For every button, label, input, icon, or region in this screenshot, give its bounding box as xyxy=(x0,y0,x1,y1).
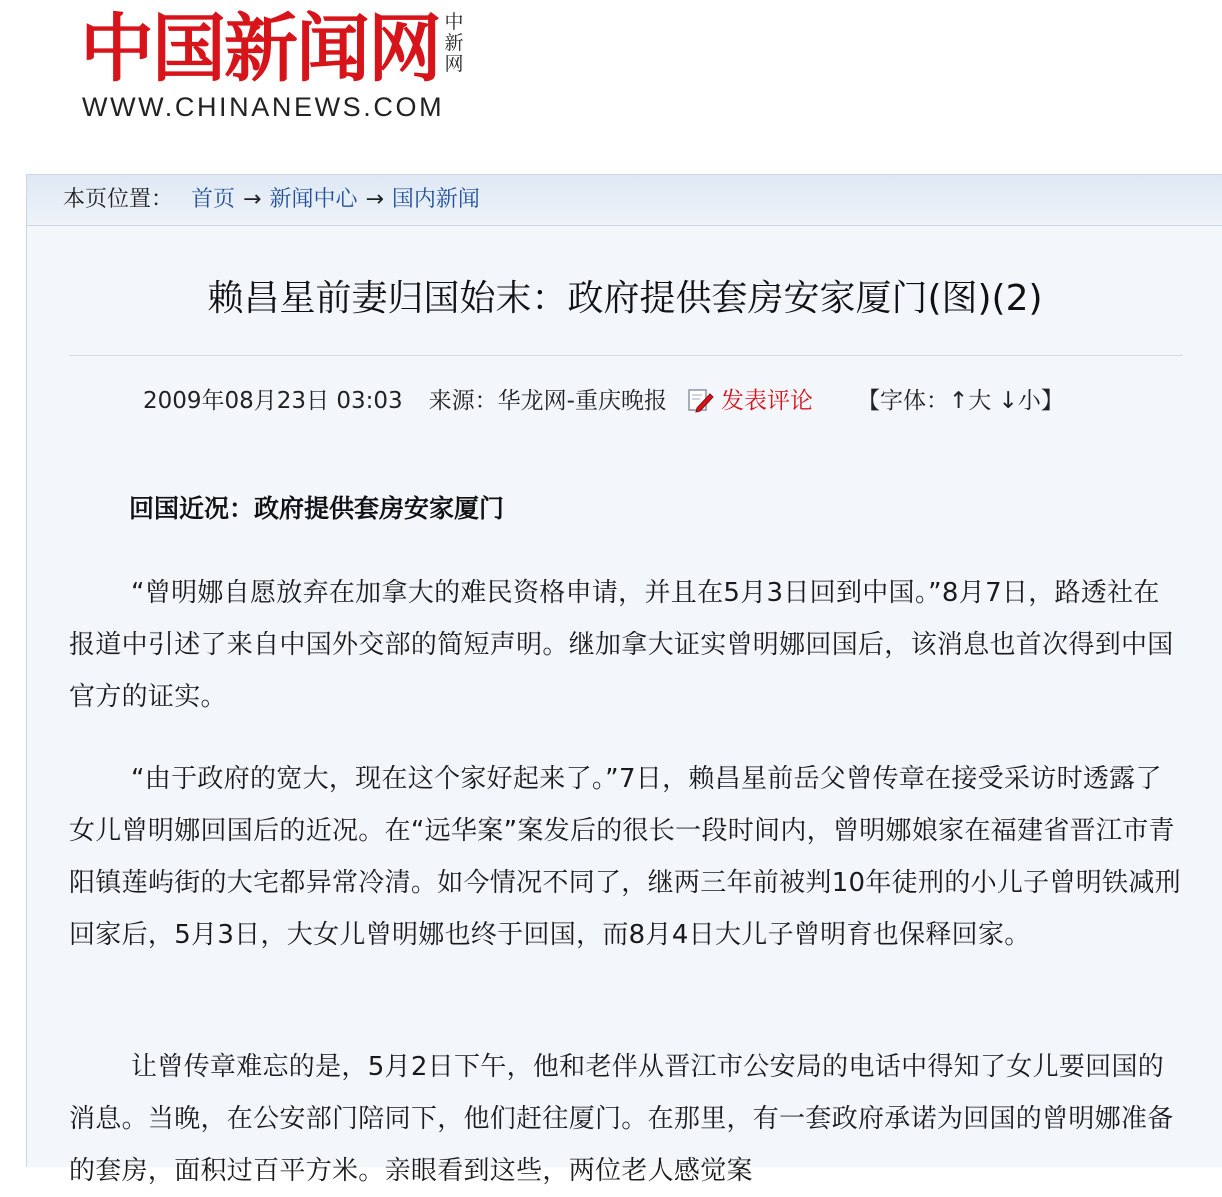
logo-side-text xyxy=(442,12,466,75)
article-paragraph: 让曾传章难忘的是，5月2日下午，他和老伴从晋江市公安局的电话中得知了女儿要回国的消息。当晚，在公安部门陪同下，他们赶往厦门。在那里，有一套政府承诺为回国的曾明娜准备的套房，面积过百平方米。亲眼看到这些，两位老人感觉案 xyxy=(69,1052,1174,1186)
title-divider xyxy=(69,355,1183,356)
font-larger-link[interactable]: ↑大 xyxy=(948,388,992,414)
logo-url: WWW.CHINANEWS.COM xyxy=(82,92,445,122)
breadcrumb-label: 本页位置： xyxy=(63,187,174,212)
breadcrumb-home-link[interactable]: 首页 xyxy=(191,187,236,212)
site-header xyxy=(0,0,1222,172)
breadcrumb-trail xyxy=(191,175,480,225)
font-control-suffix: 】 xyxy=(1040,388,1064,414)
font-control-prefix: 【字体： xyxy=(856,388,949,414)
logo-chinese-text: 中国新闻网 xyxy=(80,6,440,92)
publish-datetime: 2009年08月23日 03:03 xyxy=(143,388,403,414)
article-paragraph: “由于政府的宽大，现在这个家好起来了。”7日，赖昌星前岳父曾传章在接受采访时透露了女儿曾明娜回国后的近况。在“远华案”案发后的很长一段时间内，曾明娜娘家在福建省晋江市青阳镇莲屿街的大宅都异常冷清。如今情况不同了，继两三年前被判10年徒刑的小儿子曾明铁减刑回家后，5月3日，大女儿曾明娜也终于回国，而8月4日大儿子曾明育也保释回家。 xyxy=(69,764,1181,950)
breadcrumb xyxy=(27,175,1222,226)
breadcrumb-arrow: → xyxy=(365,187,384,212)
logo-side-char: 新 xyxy=(444,32,464,54)
article-paragraph: “曾明娜自愿放弃在加拿大的难民资格申请，并且在5月3日回到中国。”8月7日，路透社在报道中引述了来自中国外交部的简短声明。继加拿大证实曾明娜回国后，该消息也首次得到中国官方的证实。 xyxy=(69,578,1174,712)
font-smaller-link[interactable]: ↓小 xyxy=(998,388,1041,414)
article-title: 赖昌星前妻归国始末：政府提供套房安家厦门(图)(2) xyxy=(207,278,1043,319)
breadcrumb-arrow: → xyxy=(243,187,262,212)
breadcrumb-news-center-link[interactable]: 新闻中心 xyxy=(269,187,358,212)
font-size-control xyxy=(857,388,1064,414)
breadcrumb-domestic-news-link[interactable]: 国内新闻 xyxy=(391,187,480,212)
site-logo[interactable] xyxy=(80,6,480,126)
article-subhead: 回国近况：政府提供套房安家厦门 xyxy=(129,494,505,523)
comment-pencil-icon[interactable] xyxy=(687,387,715,413)
post-comment-link[interactable]: 发表评论 xyxy=(720,388,813,414)
logo-side-char: 中 xyxy=(444,11,464,33)
article-source: 来源：华龙网-重庆晚报 xyxy=(428,388,667,414)
article-container xyxy=(26,174,1222,1186)
article-meta xyxy=(143,381,1064,421)
logo-side-char: 网 xyxy=(444,53,464,75)
